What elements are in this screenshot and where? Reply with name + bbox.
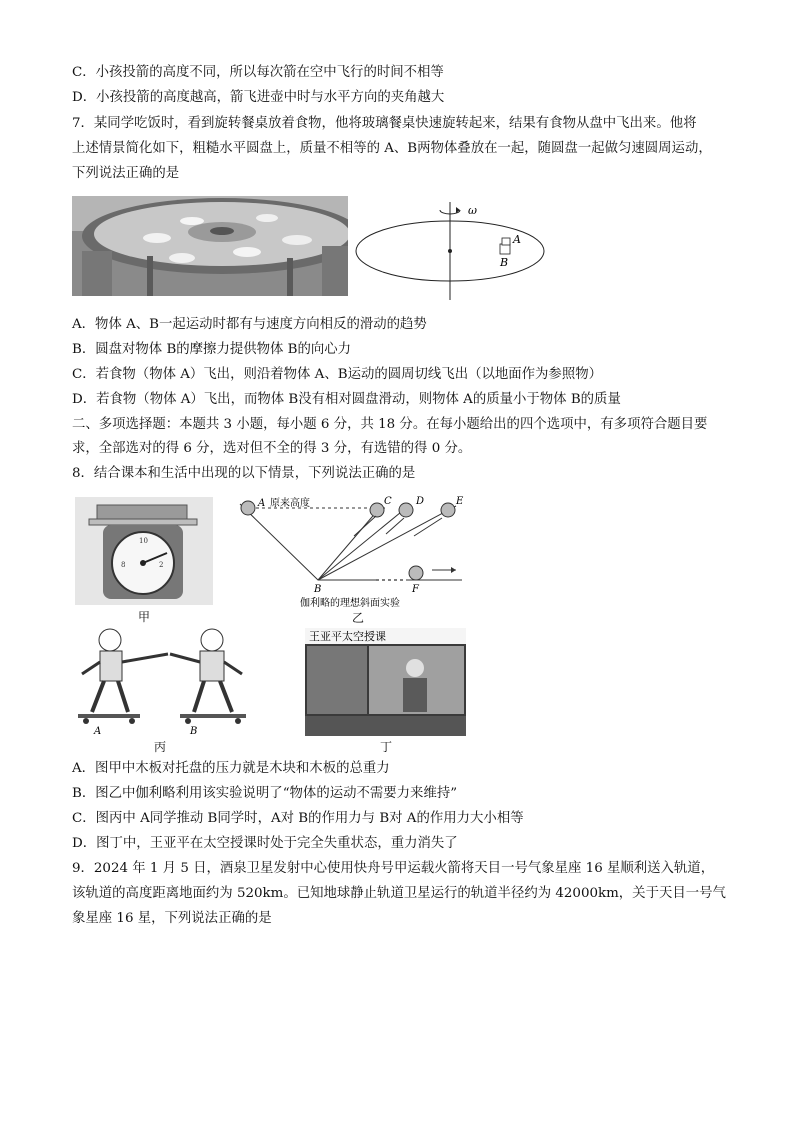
figure-jia-scale	[75, 497, 213, 605]
q7-option-d: D．若食物（物体 A）飞出，而物体 B没有相对圆盘滑动，则物体 A的质量小于物体 B的质量	[72, 392, 621, 407]
q6-option-d: D．小孩投箭的高度越高，箭飞进壶中时与水平方向的夹角越大	[72, 90, 445, 105]
figure-yi-galileo-ramp	[236, 490, 468, 615]
ding-title: 王亚平太空授课	[309, 630, 386, 643]
point-e: E	[456, 496, 464, 507]
q8-stem: 8．结合课本和生活中出现的以下情景，下列说法正确的是	[72, 466, 416, 481]
q8-option-b: B．图乙中伽利略利用该实验说明了“物体的运动不需要力来维持”	[72, 786, 458, 801]
q7-option-c: C．若食物（物体 A）飞出，则沿着物体 A、B运动的圆周切线飞出（以地面作为参照物）	[72, 367, 602, 382]
q8-option-a: A．图甲中木板对托盘的压力就是木块和木板的总重力	[72, 761, 390, 776]
q7-stem-line3: 下列说法正确的是	[72, 166, 180, 181]
svg-text:8: 8	[121, 561, 126, 569]
svg-text:10: 10	[139, 537, 148, 545]
point-b: B	[314, 584, 322, 595]
q6-option-c: C．小孩投箭的高度不同，所以每次箭在空中飞行的时间不相等	[72, 65, 444, 80]
point-c: C	[384, 496, 392, 507]
point-a: A	[258, 498, 266, 509]
figure-ding-space-lecture	[305, 628, 466, 736]
q9-line1: 9．2024 年 1 月 5 日，酒泉卫星发射中心使用快舟号甲运载火箭将天目一号气象星座 16 星顺利送入轨道，	[72, 861, 715, 876]
point-d: D	[416, 496, 425, 507]
caption-yi: 乙	[352, 611, 365, 625]
rotating-disk-diagram	[352, 196, 552, 301]
section2-line2: 求，全部选对的得 6 分，选对但不全的得 3 分，有选错的得 0 分。	[72, 441, 472, 456]
q7-stem-line1: 7．某同学吃饭时，看到旋转餐桌放着食物，他将玻璃餐桌快速旋转起来，结果有食物从盘中飞出来。他将	[72, 116, 697, 131]
figure-bing-skaters	[72, 624, 268, 736]
q9-line2: 该轨道的高度距离地面约为 520km。已知地球静止轨道卫星运行的轨道半径约为 42000km，关于天目一号气	[72, 886, 726, 901]
caption-jia: 甲	[138, 610, 151, 624]
omega-label: ω	[468, 204, 477, 217]
caption-ding: 丁	[380, 740, 393, 754]
dining-table-photo	[72, 196, 348, 296]
q7-option-a: A．物体 A、B一起运动时都有与速度方向相反的滑动的趋势	[72, 317, 427, 332]
galileo-label: 伽利略的理想斜面实验	[300, 598, 400, 609]
q7-stem-line2: 上述情景简化如下，粗糙水平圆盘上，质量不相等的 A、B两物体叠放在一起，随圆盘一起做匀速圆周运动，	[72, 141, 712, 156]
caption-bing: 丙	[154, 740, 167, 754]
label-a: A	[513, 233, 521, 246]
section2-line1: 二、多项选择题：本题共 3 小题，每小题 6 分，共 18 分。在每小题给出的四个选项中，有多项符合题目要	[72, 417, 708, 432]
q9-line3: 象星座 16 星，下列说法正确的是	[72, 911, 272, 926]
q8-option-d: D．图丁中，王亚平在太空授课时处于完全失重状态，重力消失了	[72, 836, 458, 851]
point-f: F	[412, 584, 419, 595]
skater-a: A	[94, 726, 102, 736]
q8-option-c: C．图丙中 A同学推动 B同学时，A对 B的作用力与 B对 A的作用力大小相等	[72, 811, 524, 826]
svg-text:2: 2	[159, 561, 164, 569]
label-b: B	[500, 256, 509, 269]
skater-b: B	[190, 726, 198, 736]
height-label: 原来高度	[270, 498, 310, 509]
q7-option-b: B．圆盘对物体 B的摩擦力提供物体 B的向心力	[72, 342, 352, 357]
